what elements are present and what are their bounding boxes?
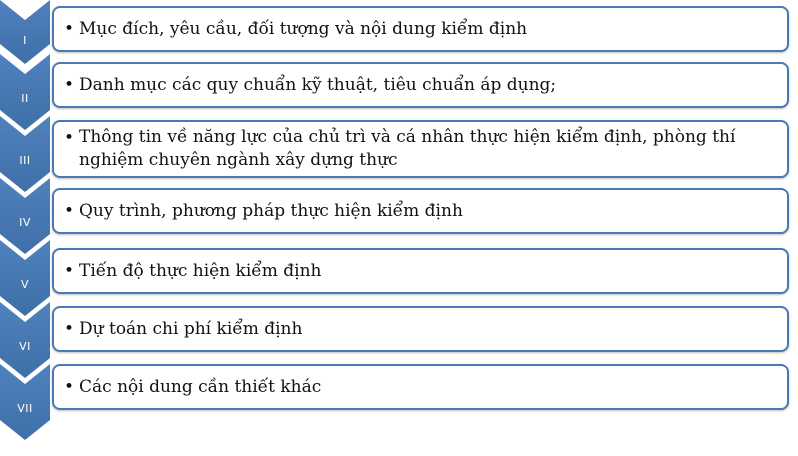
step-numeral-2: II (21, 92, 29, 105)
step-box-5 (52, 248, 789, 294)
step-numeral-5: V (20, 278, 30, 291)
step-numeral-1: I (23, 34, 27, 47)
bullet-icon: • (64, 74, 75, 95)
bullet-icon: • (64, 260, 75, 281)
step-numeral-7: VII (17, 402, 33, 415)
step-text-2: Danh mục các quy chuẩn kỹ thuật, tiêu chuẩn áp dụng; (79, 74, 557, 95)
step-text-6: Dự toán chi phí kiểm định (79, 318, 303, 339)
step-chevron-1 (0, 0, 50, 64)
step-text-4: Quy trình, phương pháp thực hiện kiểm định (79, 200, 463, 221)
bullet-icon: • (64, 128, 75, 148)
step-text-5: Tiến độ thực hiện kiểm định (79, 260, 322, 281)
step-numeral-4: IV (19, 216, 31, 229)
step-box-4 (52, 188, 789, 234)
step-box-2 (52, 62, 789, 108)
step-numeral-3: III (19, 154, 31, 167)
step-numeral-6: VI (19, 340, 31, 353)
step-box-3 (52, 120, 789, 178)
step-text-7: Các nội dung cần thiết khác (79, 376, 322, 397)
step-text-3: Thông tin về năng lực của chủ trì và cá nhân thực hiện kiểm định, phòng thí nghiệm chuyên ngành xây dựng thực (79, 127, 736, 170)
bullet-icon: • (64, 18, 75, 39)
bullet-icon: • (64, 318, 75, 339)
step-box-6 (52, 306, 789, 352)
bullet-icon: • (64, 200, 75, 221)
step-box-1 (52, 6, 789, 52)
step-text-1: Mục đích, yêu cầu, đối tượng và nội dung kiểm định (79, 18, 528, 39)
step-box-7 (52, 364, 789, 410)
bullet-icon: • (64, 376, 75, 397)
